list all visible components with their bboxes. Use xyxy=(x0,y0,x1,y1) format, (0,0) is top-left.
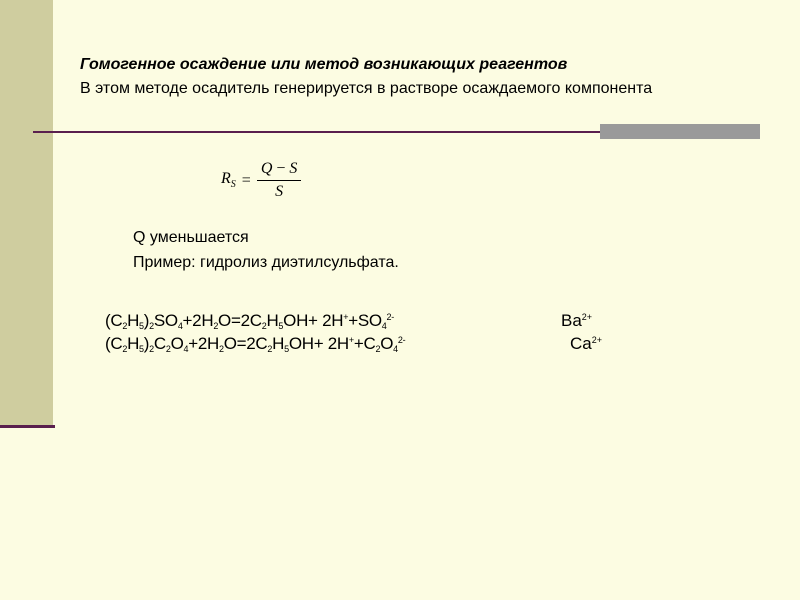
note-example: Пример: гидролиз диэтилсульфата. xyxy=(133,254,399,271)
rs-formula xyxy=(221,160,301,201)
formula-fraction xyxy=(257,160,302,201)
reaction-1: $(C_2H_5)_2SO_4+2H_2O=2C_2H_5OH+ 2H^++SO_4^{2-}$ xyxy=(105,311,394,331)
formula-equals: = xyxy=(241,171,251,189)
formula-denominator: S xyxy=(275,183,284,200)
ion-calcium: $Ca^{2+}$ xyxy=(570,334,602,353)
slide-subtitle: В этом методе осадитель генерируется в растворе осаждаемого компонента xyxy=(80,80,653,97)
formula-lhs: $R_S$ xyxy=(221,170,236,191)
left-bar-underline xyxy=(0,425,55,428)
left-decorative-bar xyxy=(0,0,53,425)
divider-block xyxy=(600,124,760,139)
ion-barium: $Ba^{2+}$ xyxy=(561,311,593,330)
slide-title: Гомогенное осаждение или метод возникающих реагентов xyxy=(80,56,568,73)
reaction-2: $(C_2H_5)_2C_2O_4+2H_2O=2C_2H_5OH+ 2H^++C_2O_4^{2-}$ xyxy=(105,334,406,354)
formula-numerator: Q − S xyxy=(257,160,302,181)
note-q-decreases: Q уменьшается xyxy=(133,229,249,246)
